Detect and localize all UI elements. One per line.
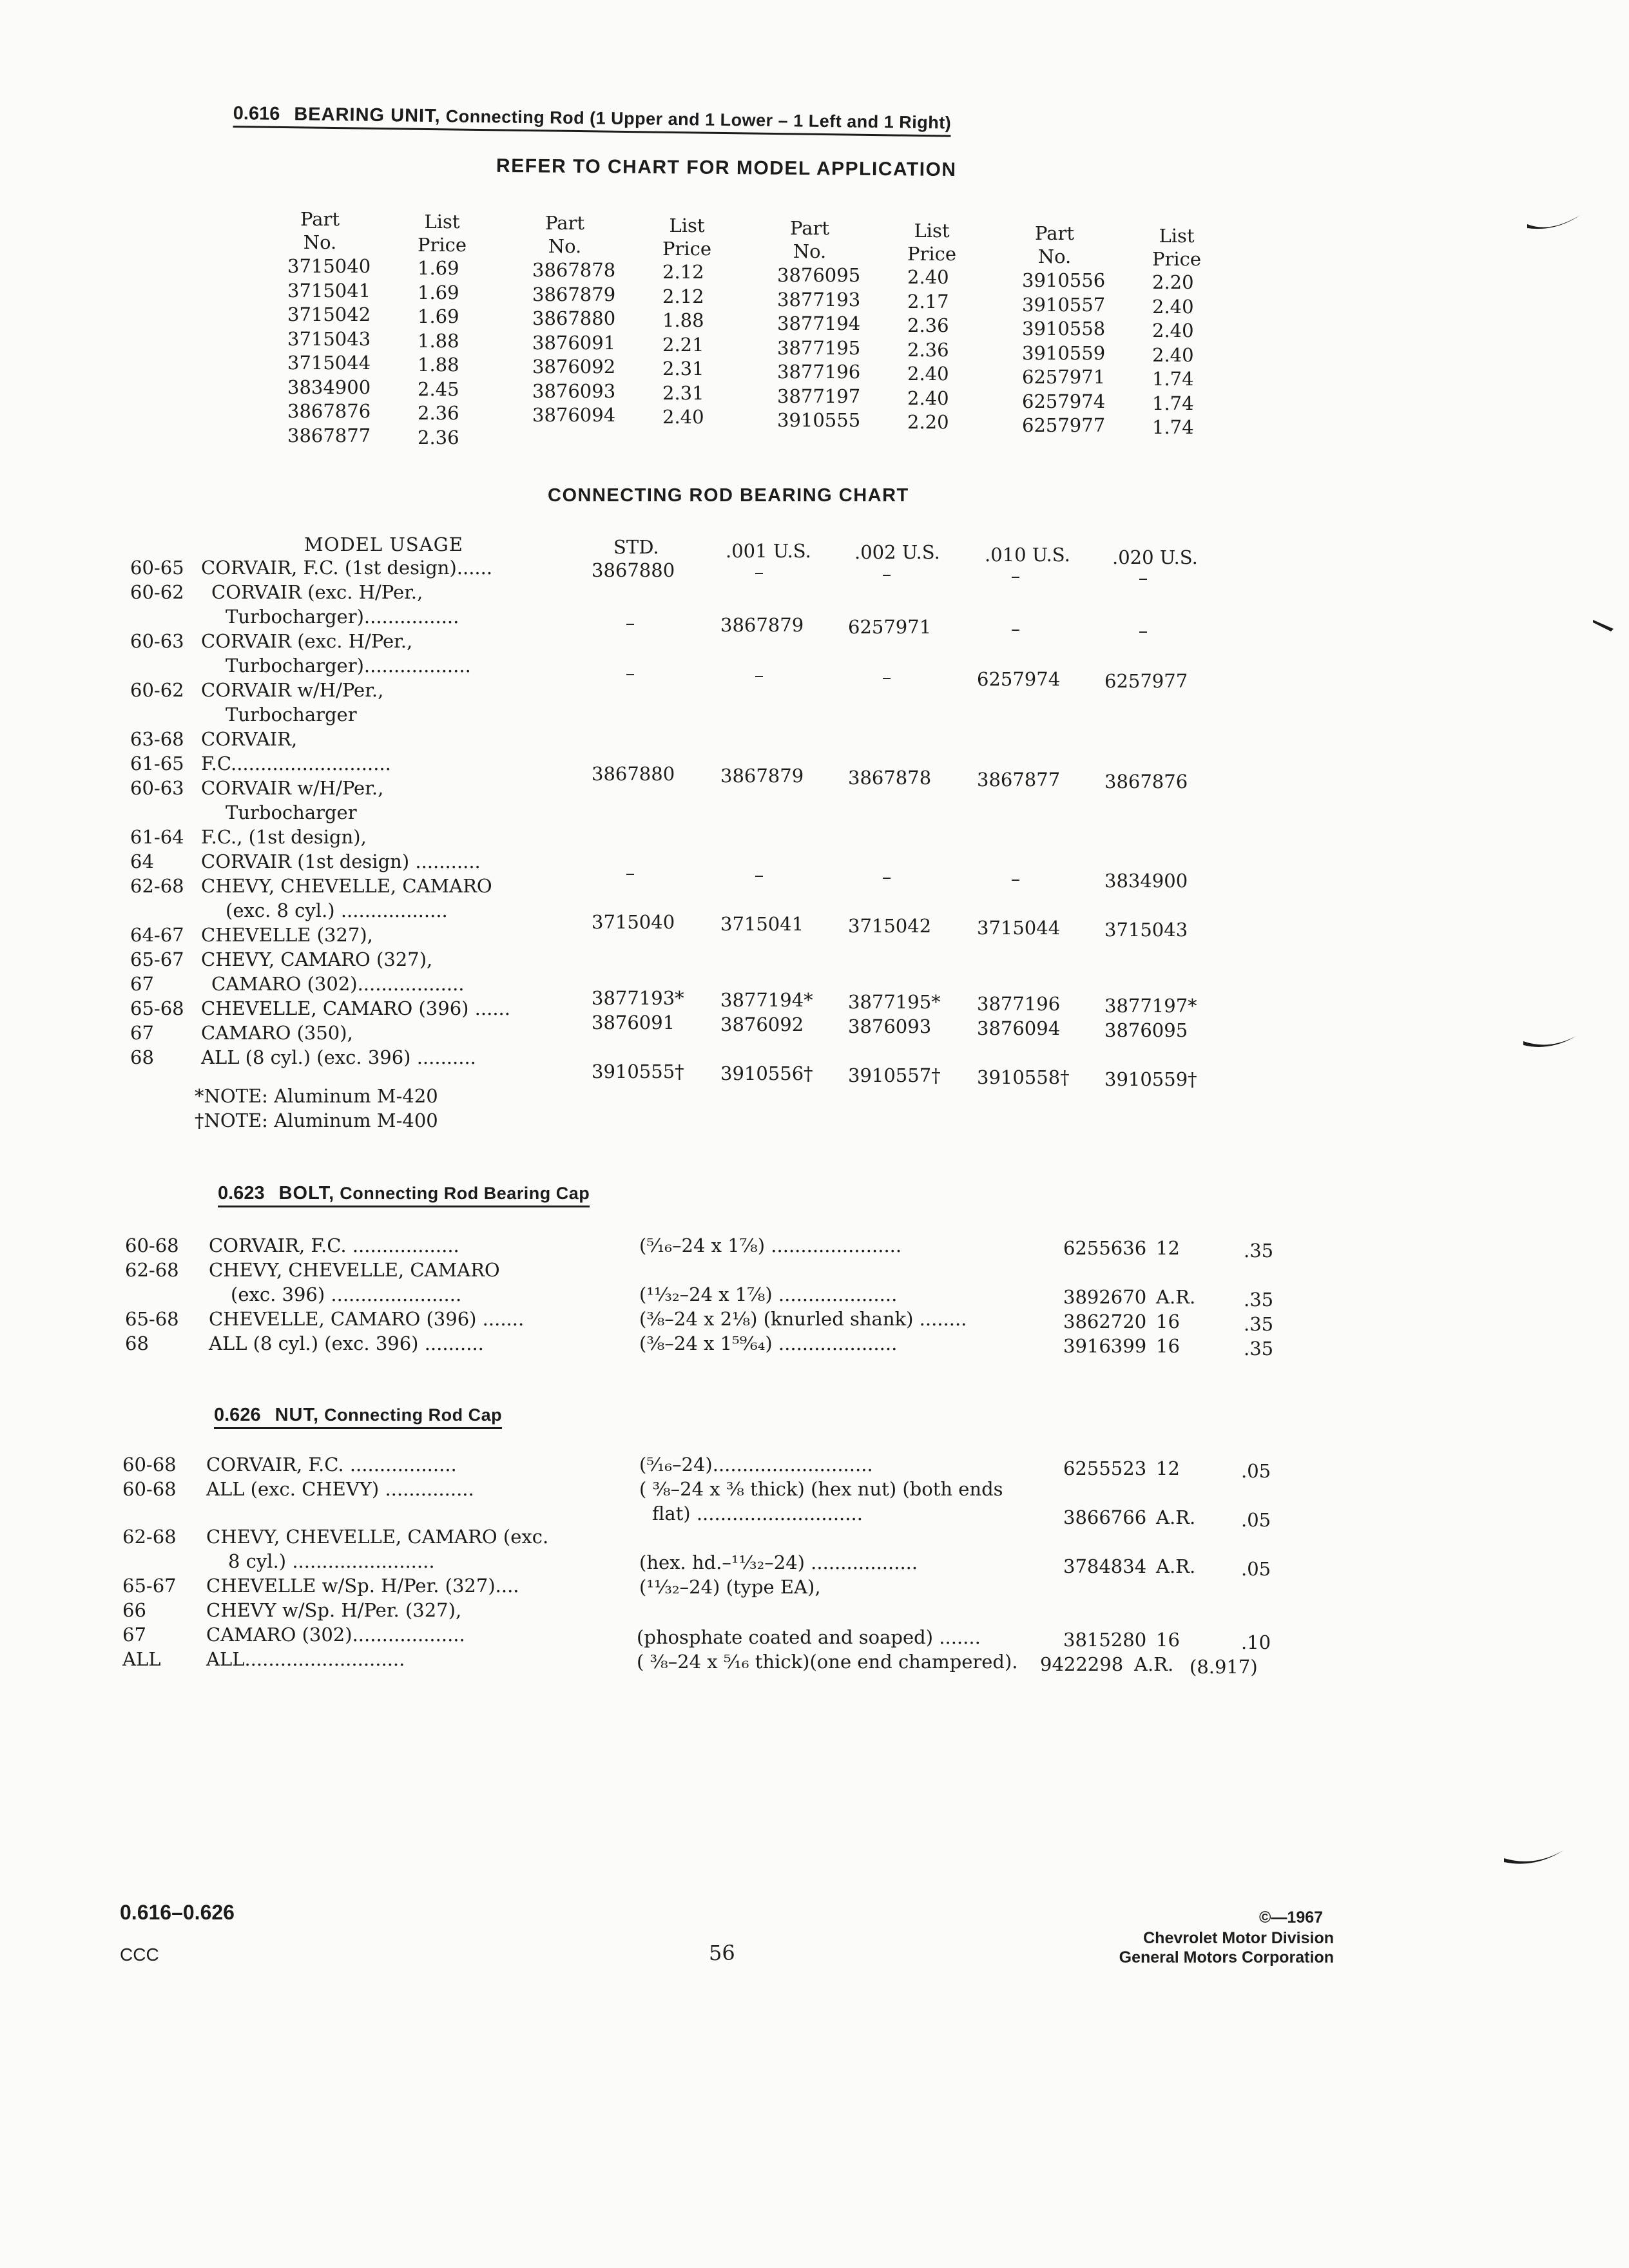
part-number: 3876091 xyxy=(532,331,616,354)
model-year xyxy=(130,898,184,923)
header-model-usage: MODEL USAGE xyxy=(304,533,463,555)
part-number: 3910558 xyxy=(1022,318,1106,340)
list-price: 1.69 xyxy=(418,305,459,327)
nut-description: (⁵⁄₁₆–24)........................... xyxy=(639,1454,873,1475)
model-usage: CORVAIR (exc. H/Per., xyxy=(211,581,423,603)
part-number: 3877196 xyxy=(777,361,861,383)
empty-cell: – xyxy=(882,563,892,585)
nut-quantity: 12 xyxy=(1156,1457,1180,1479)
nut-description: ( ³⁄₈–24 x ⁵⁄₁₆ thick)(one end champered). xyxy=(637,1651,1018,1673)
bolt-description: (³⁄₈–24 x 1⁵⁹⁄₆₄) .................... xyxy=(639,1332,898,1354)
model-usage: (exc. 396) ...................... xyxy=(231,1283,462,1305)
part-number: 3867880 xyxy=(532,307,616,329)
list-price: 1.69 xyxy=(418,281,459,303)
nut-quantity: A.R. xyxy=(1134,1653,1174,1675)
model-usage: CORVAIR, xyxy=(201,728,298,750)
nut-part-number: 6255523 xyxy=(1063,1457,1147,1479)
nut-price: .05 xyxy=(1241,1558,1271,1580)
header-part-no: Part No. xyxy=(545,212,585,257)
refer-note: REFER TO CHART FOR MODEL APPLICATION xyxy=(496,155,957,181)
header-part-no: Part No. xyxy=(790,217,830,262)
model-usage: Turbocharger)................ xyxy=(226,606,459,628)
list-price: 1.69 xyxy=(418,257,459,279)
bolt-description: (³⁄₈–24 x 2¹⁄₈) (knurled shank) ........ xyxy=(639,1308,967,1330)
empty-cell: – xyxy=(1010,868,1021,890)
empty-cell: – xyxy=(625,612,635,634)
list-price: 2.12 xyxy=(662,285,704,307)
section-subtitle: Connecting Rod Bearing Cap xyxy=(340,1184,590,1203)
header-std: STD. xyxy=(613,536,659,558)
header-010: .010 U.S. xyxy=(985,544,1070,566)
part-number: 3910557 xyxy=(1022,293,1106,316)
bearing-part-number: 3910558† xyxy=(977,1066,1070,1088)
bearing-part-number: 6257971 xyxy=(848,616,932,638)
model-year: 61-65 xyxy=(130,753,184,774)
bolt-description: (⁵⁄₁₆–24 x 1⁷⁄₈) ...................... xyxy=(639,1235,902,1256)
model-usage: CHEVY, CAMARO (327), xyxy=(201,948,433,970)
model-usage: 8 cyl.) ........................ xyxy=(228,1550,435,1572)
model-usage: ALL (8 cyl.) (exc. 396) .......... xyxy=(209,1332,484,1354)
part-number: 6257974 xyxy=(1022,390,1106,412)
chart-note-aluminum-m420: *NOTE: Aluminum M-420 xyxy=(195,1085,438,1107)
nut-part-number: 3784834 xyxy=(1063,1555,1147,1577)
list-price: 2.40 xyxy=(907,387,949,409)
empty-cell: – xyxy=(882,666,892,688)
part-number: 3715041 xyxy=(287,279,371,302)
margin-mark xyxy=(1501,1848,1566,1874)
model-usage: CHEVELLE w/Sp. H/Per. (327).... xyxy=(206,1575,519,1597)
section-heading-0626 xyxy=(214,1405,502,1429)
nut-description: (phosphate coated and soaped) ....... xyxy=(637,1626,981,1648)
nut-description: ( ³⁄₈–24 x ³⁄₈ thick) (hex nut) (both ends xyxy=(639,1478,1003,1500)
list-price: 2.31 xyxy=(662,358,704,380)
model-year xyxy=(130,800,184,825)
header-001: .001 U.S. xyxy=(726,540,811,562)
model-usage: CHEVY, CHEVELLE, CAMARO xyxy=(209,1259,500,1281)
bearing-part-number: 3867880 xyxy=(592,763,675,785)
part-number: 3867877 xyxy=(287,424,371,447)
list-price: 1.74 xyxy=(1152,392,1194,414)
list-price: 2.21 xyxy=(662,333,704,356)
model-year: 66 xyxy=(122,1599,146,1621)
nut-years-column xyxy=(122,1452,177,1671)
header-list-price: List Price xyxy=(418,211,467,256)
bearing-part-number: 3876095 xyxy=(1104,1019,1188,1041)
list-price: 1.88 xyxy=(662,309,704,331)
section-subtitle: Connecting Rod (1 Upper and 1 Lower – 1 Left and 1 Right) xyxy=(445,106,952,133)
nut-description: flat) ............................ xyxy=(652,1503,863,1524)
model-year xyxy=(122,1549,177,1573)
part-number: 3715044 xyxy=(287,352,371,374)
nut-description: (¹¹⁄₃₂–24) (type EA), xyxy=(639,1576,821,1598)
footer-code: CCC xyxy=(120,1945,159,1965)
model-year: 60-68 xyxy=(122,1478,177,1500)
list-price: 1.88 xyxy=(418,354,459,376)
model-year: ALL xyxy=(122,1648,161,1670)
part-number: 3877193 xyxy=(777,288,861,311)
model-year: 65-67 xyxy=(122,1575,177,1597)
section-heading-0616 xyxy=(233,103,952,137)
nut-quantity: A.R. xyxy=(1156,1555,1196,1577)
model-year: 65-68 xyxy=(130,997,184,1019)
bolt-quantity: A.R. xyxy=(1156,1286,1196,1308)
bolt-quantity: 16 xyxy=(1156,1311,1180,1332)
nut-part-number: 9422298 xyxy=(1040,1653,1124,1675)
margin-mark xyxy=(1525,213,1583,238)
nut-part-number: 3866766 xyxy=(1063,1506,1147,1528)
part-number: 3910559 xyxy=(1022,341,1106,364)
bearing-part-number: 3876093 xyxy=(848,1015,932,1037)
model-usage: CHEVY, CHEVELLE, CAMARO (exc. xyxy=(206,1526,549,1548)
nut-quantity: 16 xyxy=(1156,1629,1180,1651)
nut-price: .05 xyxy=(1241,1509,1271,1531)
header-part-no: Part No. xyxy=(1035,222,1075,267)
page-number: 56 xyxy=(709,1941,735,1965)
bearing-part-number: 3867876 xyxy=(1104,771,1188,793)
empty-cell: – xyxy=(625,862,635,884)
part-number: 3834900 xyxy=(287,376,371,398)
model-year: 67 xyxy=(122,1624,146,1646)
model-usage: CAMARO (350), xyxy=(201,1022,353,1044)
empty-cell: – xyxy=(754,561,764,583)
model-year: 60-62 xyxy=(130,581,184,603)
list-price: 2.40 xyxy=(1152,320,1194,341)
part-number: 3715042 xyxy=(287,303,371,325)
nut-price: (8.917) xyxy=(1190,1656,1258,1678)
model-usage: CHEVY, CHEVELLE, CAMARO xyxy=(201,875,492,897)
nut-description: (hex. hd.–¹¹⁄₃₂–24) .................. xyxy=(639,1552,918,1573)
bolt-part-number: 6255636 xyxy=(1063,1237,1147,1259)
part-number: 3715040 xyxy=(287,255,371,277)
list-price: 1.74 xyxy=(1152,416,1194,438)
list-price: 2.40 xyxy=(662,406,704,428)
bearing-part-number: 3867877 xyxy=(977,769,1061,791)
bearing-part-number: 3877194* xyxy=(720,989,813,1011)
empty-cell: – xyxy=(754,864,764,886)
model-year: 68 xyxy=(130,1046,154,1068)
bearing-part-number: 3877196 xyxy=(977,993,1061,1015)
part-number: 3715043 xyxy=(287,327,371,350)
model-usage: ALL (exc. CHEVY) ............... xyxy=(206,1478,474,1500)
empty-cell: – xyxy=(882,866,892,888)
empty-cell: – xyxy=(625,662,635,684)
part-number: 3877195 xyxy=(777,336,861,359)
empty-cell: – xyxy=(1010,565,1021,587)
nut-part-number: 3815280 xyxy=(1063,1629,1147,1651)
chart-note-aluminum-m400: †NOTE: Aluminum M-400 xyxy=(195,1110,438,1131)
bearing-part-number: 3867879 xyxy=(720,614,804,636)
list-price: 2.45 xyxy=(418,378,459,400)
empty-cell: – xyxy=(1010,618,1021,640)
header-list-price: List Price xyxy=(662,215,712,260)
model-year: 62-68 xyxy=(130,875,184,897)
model-usage: CHEVELLE, CAMARO (396) ...... xyxy=(201,997,510,1019)
part-number: 6257971 xyxy=(1022,366,1106,388)
model-usage: CHEVY w/Sp. H/Per. (327), xyxy=(206,1599,462,1621)
empty-cell: – xyxy=(754,664,764,686)
model-usage: CORVAIR (1st design) ........... xyxy=(201,850,481,872)
empty-cell: – xyxy=(1138,567,1148,589)
model-usage: CHEVELLE (327), xyxy=(201,924,373,946)
footer-corporation: General Motors Corporation xyxy=(1119,1948,1334,1966)
model-year: 60-65 xyxy=(130,557,184,579)
model-usage: CAMARO (302)................... xyxy=(206,1624,465,1646)
model-usage: CORVAIR, F.C. .................. xyxy=(206,1454,457,1475)
model-year: 60-68 xyxy=(125,1235,179,1256)
bearing-part-number: 3877197* xyxy=(1104,995,1197,1017)
bearing-part-number: 3715041 xyxy=(720,913,804,935)
bolt-quantity: 12 xyxy=(1156,1237,1180,1259)
chart-title: CONNECTING ROD BEARING CHART xyxy=(548,485,909,506)
model-year: 68 xyxy=(125,1332,149,1354)
nut-quantity: A.R. xyxy=(1156,1506,1196,1528)
list-price: 2.40 xyxy=(907,363,949,385)
model-usage: CORVAIR w/H/Per., xyxy=(201,679,384,701)
empty-cell: – xyxy=(1138,620,1148,642)
part-number: 3877197 xyxy=(777,385,861,407)
model-usage: CAMARO (302).................. xyxy=(211,973,465,995)
bearing-part-number: 3877195* xyxy=(848,991,941,1013)
model-usage: CORVAIR, F.C. .................. xyxy=(209,1235,459,1256)
bolt-price: .35 xyxy=(1244,1240,1274,1262)
bearing-part-number: 3715044 xyxy=(977,917,1061,939)
footer-division: Chevrolet Motor Division xyxy=(1143,1929,1334,1947)
bolt-model-column xyxy=(209,1233,524,1356)
model-year: 60-63 xyxy=(130,777,184,799)
model-usage: CHEVELLE, CAMARO (396) ....... xyxy=(209,1308,525,1330)
section-number: 0.616 xyxy=(233,103,280,124)
bearing-part-number: 3715040 xyxy=(592,911,675,933)
list-price: 2.40 xyxy=(1152,295,1194,318)
part-number: 3867878 xyxy=(532,259,616,281)
model-year xyxy=(130,604,184,629)
list-price: 1.88 xyxy=(418,329,459,352)
part-number: 3876093 xyxy=(532,380,616,402)
bearing-part-number: 6257974 xyxy=(977,668,1061,690)
model-year: 60-68 xyxy=(122,1454,177,1475)
bearing-part-number: 3910559† xyxy=(1104,1068,1197,1090)
list-price: 2.36 xyxy=(418,426,459,448)
model-year: 62-68 xyxy=(122,1526,177,1548)
bearing-part-number: 3876094 xyxy=(977,1017,1061,1039)
list-price: 2.36 xyxy=(907,338,949,361)
header-list-price: List Price xyxy=(1152,225,1202,270)
model-usage: CORVAIR (exc. H/Per., xyxy=(201,630,413,652)
model-usage: Turbocharger xyxy=(226,704,357,726)
model-usage: Turbocharger xyxy=(226,802,357,823)
chart-model-column xyxy=(201,555,510,1070)
model-year: 61-64 xyxy=(130,826,184,848)
model-year: 64-67 xyxy=(130,924,184,946)
footer-range: 0.616–0.626 xyxy=(120,1901,235,1924)
bolt-description: (¹¹⁄₃₂–24 x 1⁷⁄₈) .................... xyxy=(639,1283,898,1305)
part-number: 3876092 xyxy=(532,356,616,378)
bearing-part-number: 3877193* xyxy=(592,987,684,1009)
bearing-part-number: 3834900 xyxy=(1104,870,1188,892)
part-number: 6257977 xyxy=(1022,414,1106,436)
bolt-part-number: 3862720 xyxy=(1063,1311,1147,1332)
model-year: 65-68 xyxy=(125,1308,179,1330)
list-price: 2.20 xyxy=(907,411,949,433)
bearing-part-number: 3876091 xyxy=(592,1012,675,1033)
bolt-price: .35 xyxy=(1244,1289,1274,1311)
bolt-price: .35 xyxy=(1244,1313,1274,1335)
section-title: NUT, xyxy=(275,1405,320,1425)
list-price: 2.40 xyxy=(1152,343,1194,366)
model-usage: ALL........................... xyxy=(206,1648,405,1670)
list-price: 1.74 xyxy=(1152,368,1194,390)
list-price: 2.31 xyxy=(662,381,704,404)
model-year: 63-68 xyxy=(130,728,184,750)
list-price: 2.36 xyxy=(418,402,459,424)
margin-mark xyxy=(1592,616,1617,635)
bearing-part-number: 3715043 xyxy=(1104,919,1188,941)
header-020: .020 U.S. xyxy=(1112,546,1198,568)
bearing-part-number: 3715042 xyxy=(848,915,932,937)
bearing-part-number: 3910557† xyxy=(848,1064,941,1086)
bolt-years-column xyxy=(125,1233,179,1356)
list-price: 2.36 xyxy=(907,314,949,336)
nut-model-column xyxy=(206,1452,548,1671)
part-number: 3910556 xyxy=(1022,269,1106,291)
model-year xyxy=(130,653,184,678)
model-year: 62-68 xyxy=(125,1259,179,1281)
model-year: 60-62 xyxy=(130,679,184,701)
part-number: 3867876 xyxy=(287,400,371,422)
list-price: 2.17 xyxy=(907,290,949,312)
model-year xyxy=(130,702,184,727)
section-title: BEARING UNIT, xyxy=(294,104,441,127)
section-number: 0.623 xyxy=(218,1183,265,1204)
model-year: 60-63 xyxy=(130,630,184,652)
bolt-price: .35 xyxy=(1244,1338,1274,1360)
list-price: 2.20 xyxy=(1152,271,1194,293)
model-usage: F.C........................... xyxy=(201,753,391,774)
part-number: 3876095 xyxy=(777,264,861,286)
model-year: 65-67 xyxy=(130,948,184,970)
model-usage: CORVAIR, F.C. (1st design)...... xyxy=(201,557,493,579)
part-number: 3877194 xyxy=(777,312,861,334)
header-002: .002 U.S. xyxy=(854,541,940,563)
list-price: 2.12 xyxy=(662,261,704,283)
model-usage: F.C., (1st design), xyxy=(201,826,367,848)
model-usage: (exc. 8 cyl.) .................. xyxy=(226,899,448,921)
model-usage: CORVAIR w/H/Per., xyxy=(201,777,384,799)
nut-price: .10 xyxy=(1241,1631,1271,1653)
bearing-part-number: 3867879 xyxy=(720,765,804,787)
section-number: 0.626 xyxy=(214,1405,261,1425)
nut-price: .05 xyxy=(1241,1460,1271,1482)
bearing-part-number: 6257977 xyxy=(1104,670,1188,692)
part-number: 3876094 xyxy=(532,404,616,426)
section-heading-0623 xyxy=(218,1183,590,1207)
list-price: 2.40 xyxy=(907,266,949,288)
model-year: 67 xyxy=(130,1022,154,1044)
chart-years-column xyxy=(130,555,184,1070)
header-list-price: List Price xyxy=(907,220,957,265)
bearing-part-number: 3910556† xyxy=(720,1062,813,1084)
part-number: 3867879 xyxy=(532,283,616,305)
model-year: 64 xyxy=(130,850,154,872)
bearing-part-number: 3867880 xyxy=(592,559,675,581)
section-subtitle: Connecting Rod Cap xyxy=(324,1405,503,1425)
footer-copyright: ©—1967 xyxy=(1259,1908,1324,1927)
part-number: 3910555 xyxy=(777,409,861,431)
model-year xyxy=(125,1282,179,1307)
model-usage: ALL (8 cyl.) (exc. 396) .......... xyxy=(201,1046,476,1068)
header-part-no: Part No. xyxy=(300,208,340,253)
bolt-quantity: 16 xyxy=(1156,1335,1180,1357)
bolt-part-number: 3916399 xyxy=(1063,1335,1147,1357)
bearing-part-number: 3876092 xyxy=(720,1014,804,1035)
bearing-part-number: 3867878 xyxy=(848,767,932,789)
margin-mark xyxy=(1521,1031,1579,1057)
model-year: 67 xyxy=(130,973,154,995)
model-usage: Turbocharger).................. xyxy=(226,655,471,677)
bearing-part-number: 3910555† xyxy=(592,1061,684,1082)
section-title: BOLT, xyxy=(278,1183,335,1204)
bolt-part-number: 3892670 xyxy=(1063,1286,1147,1308)
